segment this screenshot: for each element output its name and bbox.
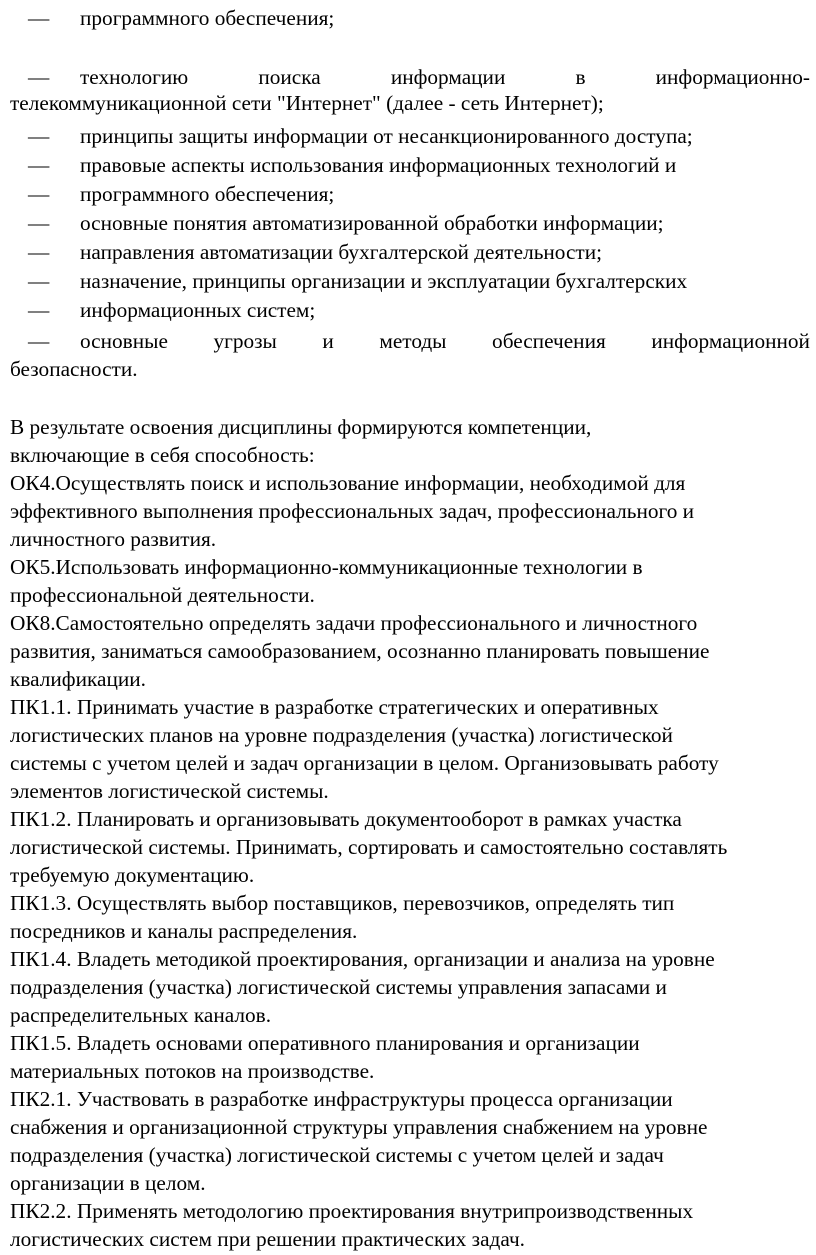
competency-pk11: элементов логистической системы. — [10, 779, 329, 803]
word: обеспечения — [492, 329, 606, 353]
dash-marker: — — [28, 153, 50, 177]
word: технологию — [80, 65, 189, 89]
competency-pk14: распределительных каналов. — [10, 1003, 272, 1027]
dash-marker: — — [28, 124, 50, 148]
bullet-text: назначение, принципы организации и эксплуатации бухгалтерских — [80, 269, 688, 293]
dash-marker: — — [28, 329, 50, 353]
competency-pk22: ПК2.2. Применять методологию проектирования внутрипроизводственных — [10, 1199, 694, 1223]
competency-ok5: ОК5.Использовать информационно-коммуникационные технологии в — [10, 555, 643, 579]
competency-pk15: материальных потоков на производстве. — [10, 1059, 375, 1083]
bullet-text: направления автоматизации бухгалтерской деятельности; — [80, 240, 603, 264]
competency-ok4: эффективного выполнения профессиональных задач, профессионального и — [10, 499, 695, 523]
competency-pk12: ПК1.2. Планировать и организовывать документооборот в рамках участка — [10, 807, 682, 831]
competency-pk21: подразделения (участка) логистической системы с учетом целей и задач — [10, 1143, 664, 1167]
bullet-item-4 — [10, 153, 810, 179]
word: угрозы — [213, 329, 277, 353]
competency-pk21: организации в целом. — [10, 1171, 206, 1195]
word: методы — [379, 329, 447, 353]
bullet-item-1 — [10, 6, 810, 32]
competency-pk21: снабжения и организационной структуры управления снабжением на уровне — [10, 1115, 708, 1139]
bullet-text: информационных систем; — [80, 298, 316, 322]
word: поиска — [258, 65, 321, 89]
word: информации — [390, 65, 506, 89]
competency-pk13: посредников и каналы распределения. — [10, 919, 358, 943]
competency-pk13: ПК1.3. Осуществлять выбор поставщиков, перевозчиков, определять тип — [10, 891, 675, 915]
competency-pk21: ПК2.1. Участвовать в разработке инфраструктуры процесса организации — [10, 1087, 673, 1111]
dash-marker: — — [28, 6, 50, 30]
bullet-item-2 — [10, 65, 810, 91]
bullet-text: программного обеспечения; — [80, 6, 335, 30]
bullet-text: принципы защиты информации от несанкционированного доступа; — [80, 124, 693, 148]
competency-ok4: ОК4.Осуществлять поиск и использование информации, необходимой для — [10, 471, 686, 495]
bullet-item-7 — [10, 240, 810, 266]
competency-pk14: ПК1.4. Владеть методикой проектирования, организации и анализа на уровне — [10, 947, 715, 971]
dash-marker: — — [28, 182, 50, 206]
competency-pk15: ПК1.5. Владеть основами оперативного планирования и организации — [10, 1031, 640, 1055]
word: и — [322, 329, 334, 353]
dash-marker: — — [28, 269, 50, 293]
bullet-item-2-continuation: телекоммуникационной сети "Интернет" (далее - сеть Интернет); — [10, 91, 604, 115]
competency-ok8: развития, заниматься самообразованием, осознанно планировать повышение — [10, 639, 710, 663]
bullet-item-10 — [10, 329, 810, 355]
word: основные — [80, 329, 168, 353]
dash-marker: — — [28, 240, 50, 264]
bullet-item-5 — [10, 182, 810, 208]
competency-pk22: логистических систем при решении практических задач. — [10, 1227, 525, 1251]
competency-pk14: подразделения (участка) логистической системы управления запасами и — [10, 975, 667, 999]
bullet-text: основные понятия автоматизированной обработки информации; — [80, 211, 664, 235]
bullet-item-8 — [10, 269, 810, 295]
bullet-item-3 — [10, 124, 810, 150]
competency-pk12: логистической системы. Принимать, сортировать и самостоятельно составлять — [10, 835, 728, 859]
dash-marker: — — [28, 65, 50, 89]
competency-pk11: системы с учетом целей и задач организации в целом. Организовывать работу — [10, 751, 719, 775]
competency-pk11: ПК1.1. Принимать участие в разработке стратегических и оперативных — [10, 695, 659, 719]
bullet-item-9 — [10, 298, 810, 324]
intro-line: включающие в себя способность: — [10, 443, 315, 467]
competency-ok5: профессиональной деятельности. — [10, 583, 315, 607]
word: в — [575, 65, 586, 89]
dash-marker: — — [28, 211, 50, 235]
bullet-text-justified — [80, 65, 810, 89]
dash-marker: — — [28, 298, 50, 322]
bullet-item-6 — [10, 211, 810, 237]
competency-pk11: логистических планов на уровне подразделения (участка) логистической — [10, 723, 673, 747]
bullet-text: правовые аспекты использования информационных технологий и — [80, 153, 677, 177]
intro-line: В результате освоения дисциплины формируются компетенции, — [10, 415, 592, 439]
competency-pk12: требуемую документацию. — [10, 863, 255, 887]
bullet-item-10-continuation: безопасности. — [10, 357, 138, 381]
competency-ok4: личностного развития. — [10, 527, 217, 551]
bullet-text-justified — [80, 329, 810, 353]
word: информационно- — [655, 65, 810, 89]
competency-ok8: квалификации. — [10, 667, 146, 691]
competency-ok8: ОК8.Самостоятельно определять задачи профессионального и личностного — [10, 611, 698, 635]
word: информационной — [651, 329, 810, 353]
bullet-text: программного обеспечения; — [80, 182, 335, 206]
